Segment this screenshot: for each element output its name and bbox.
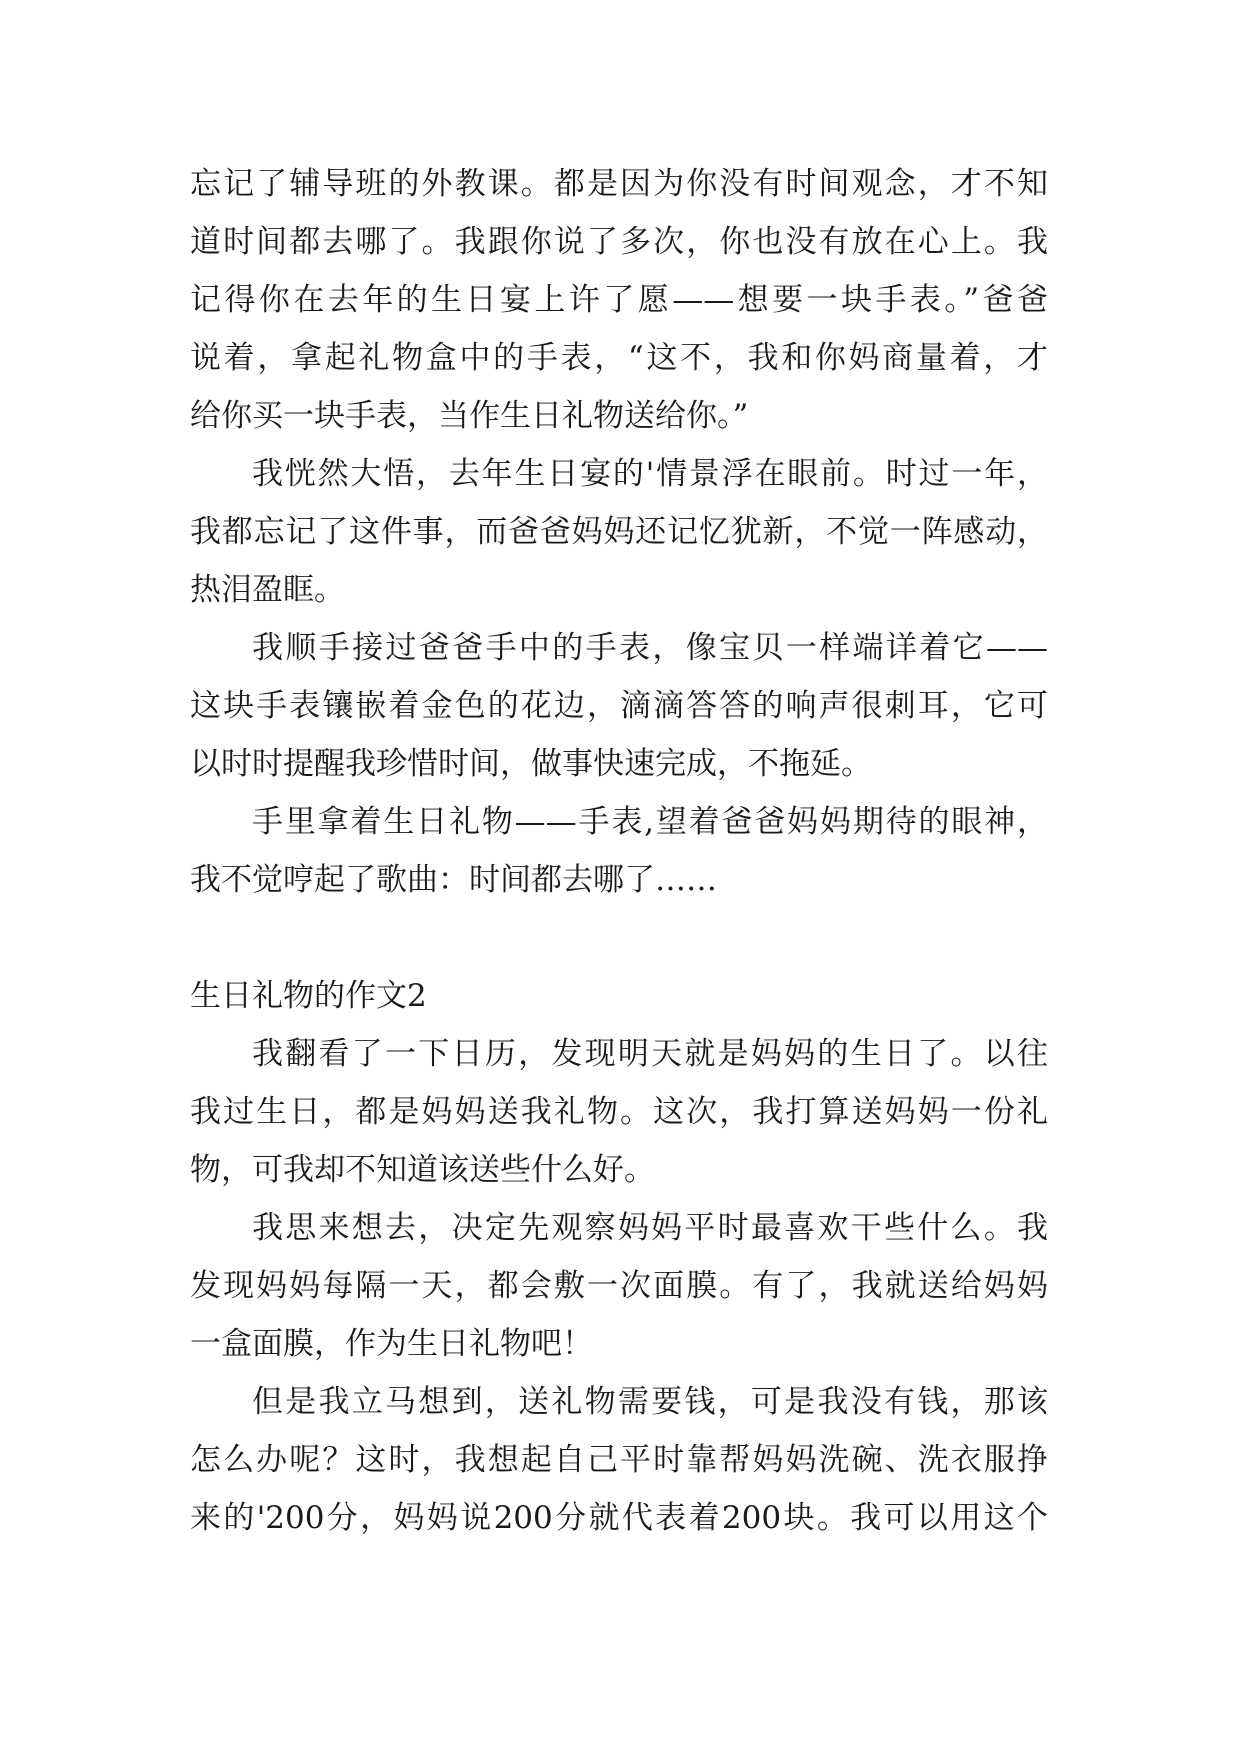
text-line: 忘记了辅导班的外教课。都是因为你没有时间观念，才不知 bbox=[190, 166, 1048, 202]
text-line: 我不觉哼起了歌曲：时间都去哪了…… bbox=[190, 862, 717, 898]
text-line: 给你买一块手表，当作生日礼物送给你。” bbox=[190, 398, 749, 434]
text-line: 手里拿着生日礼物——手表,望着爸爸妈妈期待的眼神， bbox=[252, 804, 1048, 840]
text-line: 我恍然大悟，去年生日宴的'情景浮在眼前。时过一年， bbox=[252, 456, 1048, 492]
text-line: 我过生日，都是妈妈送我礼物。这次，我打算送妈妈一份礼 bbox=[190, 1094, 1048, 1130]
text-line: 记得你在去年的生日宴上许了愿——想要一块手表。”爸爸 bbox=[190, 282, 1048, 318]
text-line: 热泪盈眶。 bbox=[190, 572, 345, 608]
text-line: 但是我立马想到，送礼物需要钱，可是我没有钱，那该 bbox=[252, 1384, 1048, 1420]
essay-section-2 bbox=[190, 1025, 1048, 1547]
essay-section-1 bbox=[190, 155, 1048, 909]
text-line: 怎么办呢？这时，我想起自己平时靠帮妈妈洗碗、洗衣服挣 bbox=[190, 1442, 1048, 1478]
text-line: 说着，拿起礼物盒中的手表，“这不，我和你妈商量着，才 bbox=[190, 340, 1048, 376]
text-line: 我都忘记了这件事，而爸爸妈妈还记忆犹新，不觉一阵感动， bbox=[190, 514, 1048, 550]
text-line: 这块手表镶嵌着金色的花边，滴滴答答的响声很刺耳，它可 bbox=[190, 688, 1048, 724]
text-line: 来的'200分，妈妈说200分就代表着200块。我可以用这个 bbox=[190, 1500, 1048, 1536]
text-line: 物，可我却不知道该送些什么好。 bbox=[190, 1152, 655, 1188]
text-line: 一盒面膜，作为生日礼物吧！ bbox=[190, 1326, 593, 1362]
essay-heading: 生日礼物的作文2 bbox=[190, 978, 427, 1014]
text-line: 发现妈妈每隔一天，都会敷一次面膜。有了，我就送给妈妈 bbox=[190, 1268, 1048, 1304]
text-line: 我顺手接过爸爸手中的手表，像宝贝一样端详着它—— bbox=[252, 630, 1048, 666]
section-gap bbox=[190, 909, 1048, 967]
text-line: 我翻看了一下日历，发现明天就是妈妈的生日了。以往 bbox=[252, 1036, 1048, 1072]
text-line: 以时时提醒我珍惜时间，做事快速完成，不拖延。 bbox=[190, 746, 872, 782]
document-page bbox=[190, 155, 1048, 1547]
text-line: 我思来想去，决定先观察妈妈平时最喜欢干些什么。我 bbox=[252, 1210, 1048, 1246]
text-line: 道时间都去哪了。我跟你说了多次，你也没有放在心上。我 bbox=[190, 224, 1048, 260]
